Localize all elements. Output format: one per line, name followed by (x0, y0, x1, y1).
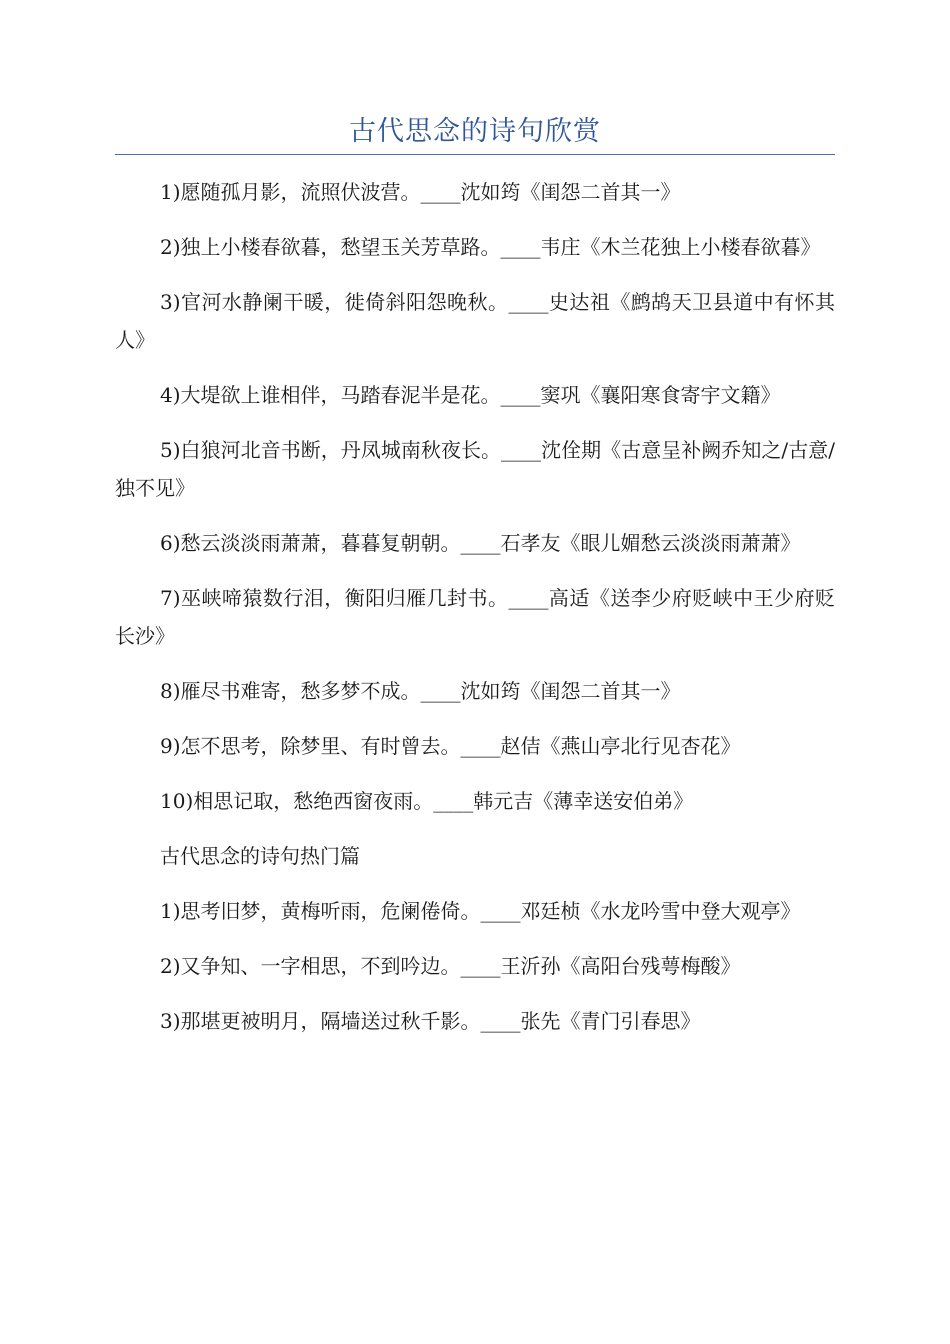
page-title: 古代思念的诗句欣赏 (349, 116, 601, 147)
poem-line: 5)白狼河北音书断，丹凤城南秋夜长。____沈佺期《古意呈补阙乔知之/古意/独不见》 (115, 438, 835, 500)
document-body (115, 173, 835, 1057)
poem-line: 6)愁云淡淡雨萧萧，暮暮复朝朝。____石孝友《眼儿媚愁云淡淡雨萧萧》 (160, 531, 801, 555)
poem-line: 4)大堤欲上谁相伴，马踏春泥半是花。____窦巩《襄阳寒食寄宇文籍》 (160, 383, 781, 407)
poem-line: 2)又争知、一字相思，不到吟边。____王沂孙《高阳台残萼梅酸》 (160, 954, 741, 978)
poem-line: 2)独上小楼春欲暮，愁望玉关芳草路。____韦庄《木兰花独上小楼春欲暮》 (160, 235, 821, 259)
section-heading: 古代思念的诗句热门篇 (160, 844, 360, 868)
poem-line: 3)那堪更被明月，隔墙送过秋千影。____张先《青门引春思》 (160, 1009, 701, 1033)
poem-line: 10)相思记取，愁绝西窗夜雨。____韩元吉《薄幸送安伯弟》 (160, 789, 694, 813)
poem-line: 1)思考旧梦，黄梅听雨，危阑倦倚。____邓廷桢《水龙吟雪中登大观亭》 (160, 899, 801, 923)
poem-line: 1)愿随孤月影，流照伏波营。____沈如筠《闺怨二首其一》 (160, 180, 681, 204)
poem-line: 7)巫峡啼猿数行泪，衡阳归雁几封书。____高适《送李少府贬峡中王少府贬长沙》 (115, 586, 835, 648)
poem-line: 3)官河水静阑干暖，徙倚斜阳怨晚秋。____史达祖《鹧鸪天卫县道中有怀其人》 (115, 290, 835, 352)
poem-line: 9)怎不思考，除梦里、有时曾去。____赵佶《燕山亭北行见杏花》 (160, 734, 741, 758)
poem-line: 8)雁尽书难寄，愁多梦不成。____沈如筠《闺怨二首其一》 (160, 679, 681, 703)
title-underline (115, 154, 835, 155)
